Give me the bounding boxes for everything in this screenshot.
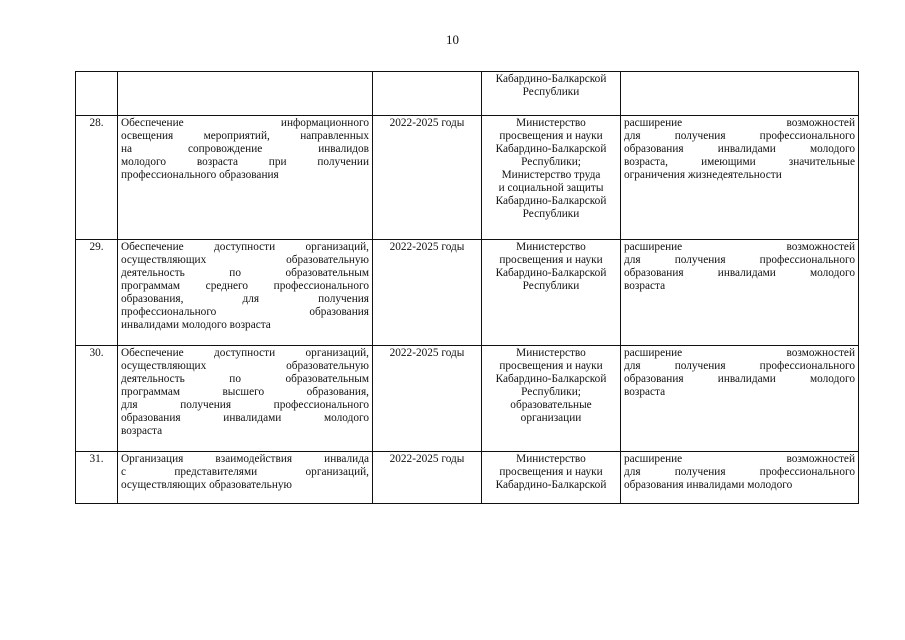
responsible-line: Кабардино-Балкарской [495, 479, 607, 491]
responsible-line: Кабардино-Балкарской [495, 73, 607, 85]
table-row [76, 452, 859, 504]
event-line: деятельность по образовательным [121, 373, 369, 385]
result-line: для получения профессионального [624, 254, 855, 266]
event-line: возраста [121, 425, 163, 437]
result-line: образования инвалидами молодого [624, 373, 855, 385]
responsible-cell [482, 240, 621, 346]
event-line: профессионального образования [121, 306, 369, 318]
event-line: молодого возраста при получении [121, 156, 369, 168]
result-line: для получения профессионального [624, 130, 855, 142]
responsible-line: образовательные [510, 399, 592, 411]
responsible-line: Кабардино-Балкарской [495, 143, 607, 155]
event-line: образования, для получения [121, 293, 369, 305]
event-line: Обеспечение информационного [121, 117, 369, 129]
table-row [76, 240, 859, 346]
result-line: расширение возможностей [624, 241, 855, 253]
responsible-line: Министерство [516, 241, 586, 253]
responsible-line: Кабардино-Балкарской [495, 267, 607, 279]
responsible-cell [482, 452, 621, 504]
responsible-line: просвещения и науки [499, 360, 603, 372]
result-line: расширение возможностей [624, 347, 855, 359]
event-line: на сопровождение инвалидов [121, 143, 369, 155]
row-number-cell: 30. [76, 346, 118, 452]
event-line: профессионального образования [121, 169, 279, 181]
event-line: Обеспечение доступности организаций, [121, 241, 369, 253]
result-cell [621, 72, 859, 116]
result-line: образования инвалидами молодого [624, 143, 855, 155]
responsible-line: просвещения и науки [499, 130, 603, 142]
responsible-line: просвещения и науки [499, 466, 603, 478]
result-cell [621, 116, 859, 240]
responsible-line: Республики [522, 208, 580, 220]
period-cell: 2022-2025 годы [373, 452, 482, 504]
row-number-cell: 28. [76, 116, 118, 240]
result-line: для получения профессионального [624, 360, 855, 372]
result-line: образования инвалидами молодого [624, 267, 855, 279]
result-line: возраста [624, 280, 666, 292]
event-line: инвалидами молодого возраста [121, 319, 271, 331]
table-row [76, 346, 859, 452]
table-row [76, 116, 859, 240]
row-number-cell: 31. [76, 452, 118, 504]
event-line: для получения профессионального [121, 399, 369, 411]
event-line: осуществляющих образовательную [121, 360, 369, 372]
event-line: освещения мероприятий, направленных [121, 130, 369, 142]
responsible-line: Министерство труда [501, 169, 601, 181]
event-line: с представителями организаций, [121, 466, 369, 478]
event-cell [118, 240, 373, 346]
responsible-cell [482, 72, 621, 116]
responsible-line: Республики [522, 86, 580, 98]
responsible-line: Министерство [516, 347, 586, 359]
period-cell [373, 72, 482, 116]
result-line: возраста [624, 386, 666, 398]
period-cell: 2022-2025 годы [373, 240, 482, 346]
event-line: образования инвалидами молодого [121, 412, 369, 424]
event-line: Обеспечение доступности организаций, [121, 347, 369, 359]
result-line: расширение возможностей [624, 117, 855, 129]
responsible-line: организации [520, 412, 582, 424]
event-cell [118, 346, 373, 452]
result-line: ограничения жизнедеятельности [624, 169, 782, 181]
event-line: осуществляющих образовательную [121, 254, 369, 266]
result-line: для получения профессионального [624, 466, 855, 478]
responsible-line: Республики; [521, 156, 581, 168]
result-cell [621, 346, 859, 452]
responsible-line: Министерство [516, 453, 586, 465]
result-line: возраста, имеющими значительные [624, 156, 855, 168]
row-number-cell [76, 72, 118, 116]
result-line: образования инвалидами молодого [624, 479, 793, 491]
responsible-line: Кабардино-Балкарской [495, 195, 607, 207]
event-line: деятельность по образовательным [121, 267, 369, 279]
event-line: программам высшего образования, [121, 386, 369, 398]
result-cell [621, 240, 859, 346]
responsible-line: просвещения и науки [499, 254, 603, 266]
event-cell [118, 72, 373, 116]
event-line: осуществляющих образовательную [121, 479, 292, 491]
responsible-line: Кабардино-Балкарской [495, 373, 607, 385]
measures-table [75, 71, 859, 504]
result-cell [621, 452, 859, 504]
responsible-cell [482, 346, 621, 452]
event-line: программам среднего профессионального [121, 280, 369, 292]
responsible-line: Республики; [521, 386, 581, 398]
responsible-cell [482, 116, 621, 240]
event-cell [118, 116, 373, 240]
table-row [76, 72, 859, 116]
responsible-line: и социальной защиты [498, 182, 604, 194]
period-cell: 2022-2025 годы [373, 346, 482, 452]
event-cell [118, 452, 373, 504]
event-line: Организация взаимодействия инвалида [121, 453, 369, 465]
result-line: расширение возможностей [624, 453, 855, 465]
period-cell: 2022-2025 годы [373, 116, 482, 240]
page-number: 10 [446, 32, 459, 47]
responsible-line: Министерство [516, 117, 586, 129]
responsible-line: Республики [522, 280, 580, 292]
row-number-cell: 29. [76, 240, 118, 346]
